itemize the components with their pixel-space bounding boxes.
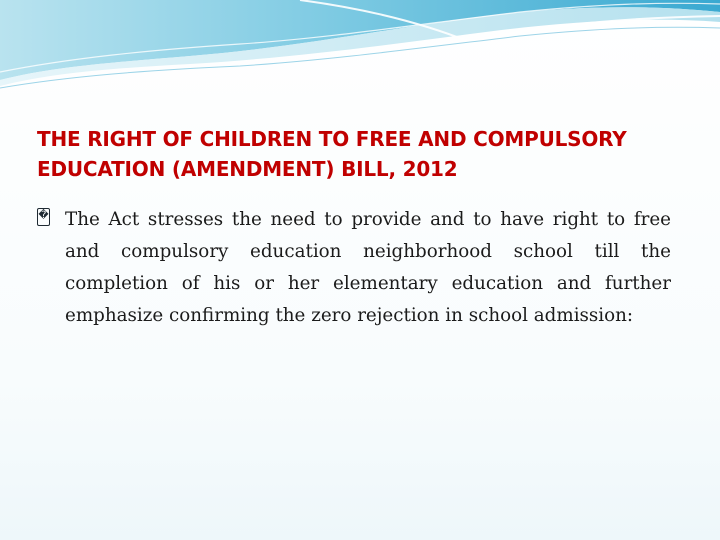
- slide-title-line: THE RIGHT OF CHILDREN TO FREE AND COMPULSORY: [37, 127, 627, 151]
- slide-title: [37, 124, 697, 184]
- slide-title-line: EDUCATION (AMENDMENT) BILL, 2012: [37, 157, 458, 181]
- decorative-wave-header: [0, 0, 720, 90]
- bullet-icon: �: [37, 208, 50, 226]
- bullet-text: The Act stresses the need to provide and to have right to free and compulsory education neighborhood school till the completion of his or her elementary education and further emphasize confirming the zero rejection in school admission:: [65, 209, 671, 326]
- bullet-item: [37, 204, 671, 332]
